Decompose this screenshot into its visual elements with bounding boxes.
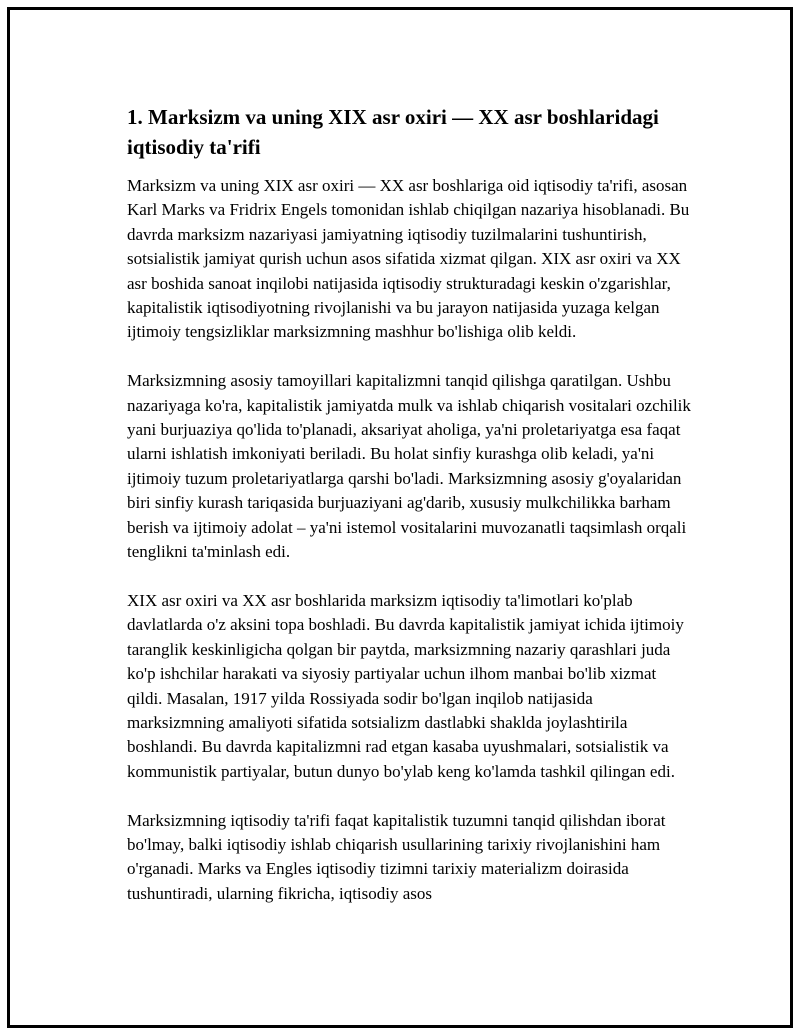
paragraph-1: Marksizm va uning XIX asr oxiri — XX asr boshlariga oid iqtisodiy ta'rifi, asosan Karl Marks va Fridrix Engels tomonidan ishlab chiqilgan nazariya hisoblanadi. Bu davrda marksizm nazariyasi jamiyatning iqtisodiy tuzilmalarini tushuntirish, sotsialistik jamiyat qurish uchun asos sifatida xizmat qilgan. XIX asr oxiri va XX asr boshida sanoat inqilobi natijasida iqtisodiy strukturadagi keskin o'zgarishlar, kapitalistik iqtisodiyotning rivojlanishi va bu jarayon natijasida yuzaga kelgan ijtimoiy tengsizliklar marksizmning mashhur bo'lishiga olib keldi.: [127, 176, 690, 342]
paragraph-4: Marksizmning iqtisodiy ta'rifi faqat kapitalistik tuzumni tanqid qilishdan iborat bo'lmay, balki iqtisodiy ishlab chiqarish usullarining tarixiy rivojlanishini ham o'rganadi. Marks va Engles iqtisodiy tizimni tarixiy materializm doirasida tushuntiradi, ularning fikricha, iqtisodiy asos: [127, 810, 666, 903]
paragraph-3: XIX asr oxiri va XX asr boshlarida marksizm iqtisodiy ta'limotlari ko'plab davlatlarda o'z aksini topa boshladi. Bu davrda kapitalistik jamiyat ichida ijtimoiy taranglik keskinligicha qolgan bir paytda, marksizmning nazariy qarashlari juda ko'p ishchilar harakati va siyosiy partiyalar uchun ilhom manbai bo'lib xizmat qildi. Masalan, 1917 yilda Rossiyada sodir bo'lgan inqilob natijasida marksizmning amaliyoti sifatida sotsializm dastlabki shaklda joylashtirila boshlandi. Bu davrda kapitalizmni rad etgan kasaba uyushmalari, sotsialistik va kommunistik partiyalar, butun dunyo bo'ylab keng ko'lamda tashkil qilingan edi.: [127, 590, 684, 781]
section-title: 1. Marksizm va uning XIX asr oxiri — XX asr boshlaridagi iqtisodiy ta'rifi: [127, 105, 659, 159]
paragraph-2: Marksizmning asosiy tamoyillari kapitalizmni tanqid qilishga qaratilgan. Ushbu nazariyaga ko'ra, kapitalistik jamiyatda mulk va ishlab chiqarish vositalari ozchilik yani burjuaziya qo'lida to'planadi, aksariyat aholiga, ya'ni proletariyatga esa faqat ularni ishlatish imkoniyati beriladi. Bu holat sinfiy kurashga olib keladi, ya'ni ijtimoiy tuzum proletariyatlarga qarshi bo'ladi. Marksizmning asosiy g'oyalaridan biri sinfiy kurash tariqasida burjuaziyani ag'darib, xususiy mulkchilikka barham berish va ijtimoiy adolat – ya'ni istemol vositalarini muvozanatli taqsimlash orqali tenglikni ta'minlash edi.: [127, 371, 691, 562]
page-frame: [7, 7, 793, 1028]
document-body: [127, 102, 693, 906]
